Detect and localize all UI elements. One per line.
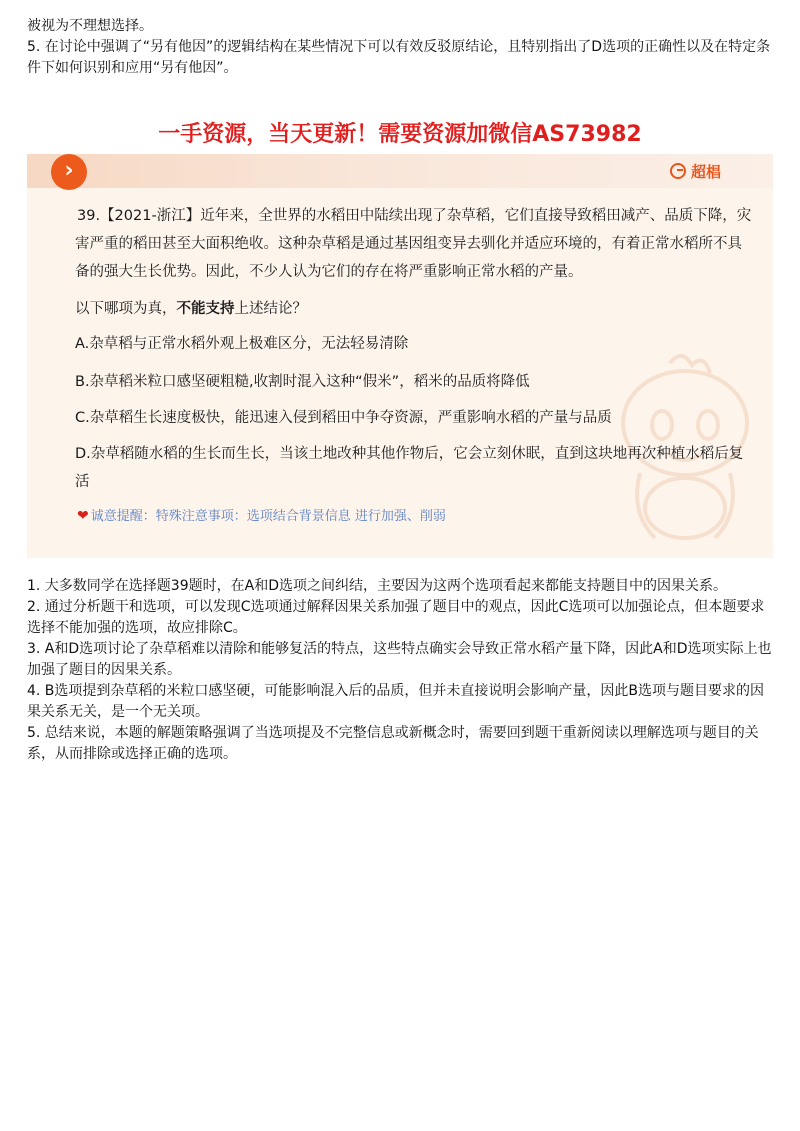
paragraph: 1. 大多数同学在选择题39题时，在A和D选项之间纠结，主要因为这两个选项看起来都能支持题目中的因果关系。	[27, 578, 727, 594]
paragraph: 被视为不理想选择。	[27, 18, 153, 34]
brand-logo-icon	[670, 163, 686, 179]
chevron-right-icon: ›	[51, 154, 87, 190]
question-ask	[75, 295, 755, 323]
ask-suffix: 上述结论？	[234, 301, 307, 317]
brand-logo	[670, 162, 721, 182]
analysis-text-block	[27, 576, 777, 765]
tip-text: 诚意提醒：特殊注意事项：选项结合背景信息 进行加强、削弱	[90, 509, 446, 524]
paragraph: 5. 在讨论中强调了“另有他因”的逻辑结构在某些情况下可以有效反驳原结论，且特别指出了D选项的正确性以及在特定条件下如何识别和应用“另有他因”。	[27, 39, 771, 76]
paragraph: 3. A和D选项讨论了杂草稻难以清除和能够复活的特点，这些特点确实会导致正常水稻产量下降，因此A和D选项实际上也加强了题目的因果关系。	[27, 641, 772, 678]
promo-banner: 一手资源，当天更新！需要资源加微信AS73982	[27, 118, 773, 154]
ask-prefix: 以下哪项为真，	[75, 301, 177, 317]
top-text-block	[27, 16, 777, 79]
option-b: B.杂草稻米粒口感坚硬粗糙,收割时混入这种“假米”，稻米的品质将降低	[75, 374, 530, 390]
question-stem: 39.【2021-浙江】近年来，全世界的水稻田中陆续出现了杂草稻，它们直接导致稻田减产、品质下降，灾害严重的稻田甚至大面积绝收。这种杂草稻是通过基因组变异去驯化并适应环境的，有着正常水稻所不具备的强大生长优势。因此，不少人认为它们的存在将严重影响正常水稻的产量。	[75, 208, 752, 280]
option-a: A.杂草稻与正常水稻外观上极难区分，无法轻易清除	[75, 336, 409, 352]
option-d: D.杂草稻随水稻的生长而生长，当该土地改种其他作物后，它会立刻休眠，直到这块地再次种植水稻后复活	[75, 446, 744, 490]
question-card-image	[27, 118, 773, 558]
heart-icon: ❤	[77, 508, 89, 524]
tip-note	[77, 506, 446, 527]
paragraph: 4. B选项提到杂草稻的米粒口感坚硬，可能影响混入后的品质，但并未直接说明会影响产量，因此B选项与题目要求的因果关系无关，是一个无关项。	[27, 683, 765, 720]
paragraph: 5. 总结来说，本题的解题策略强调了当选项提及不完整信息或新概念时，需要回到题干重新阅读以理解选项与题目的关系，从而排除或选择正确的选项。	[27, 725, 759, 762]
option-c: C.杂草稻生长速度极快，能迅速入侵到稻田中争夺资源，严重影响水稻的产量与品质	[75, 410, 612, 426]
paragraph: 2. 通过分析题干和选项，可以发现C选项通过解释因果关系加强了题目中的观点，因此C选项可以加强论点，但本题要求选择不能加强的选项，故应排除C。	[27, 599, 765, 636]
brand-name: 超椙	[690, 163, 721, 181]
card-header-band	[27, 154, 773, 188]
ask-emphasis: 不能支持	[176, 301, 235, 317]
